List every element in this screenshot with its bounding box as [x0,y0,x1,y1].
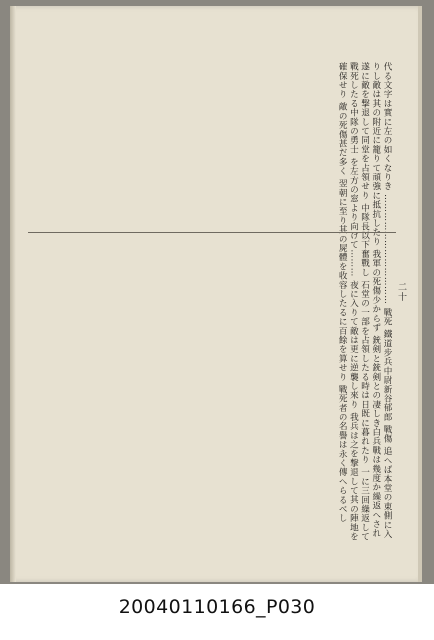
document-page [10,6,422,582]
page-number: 二十 [396,282,406,302]
image-caption: 20040110166_P030 [118,596,316,618]
page-right-edge [418,6,422,582]
column-divider-rule [28,232,396,233]
vertical-body-text: 代る文字は實に左の如くなりき ……………………………… 戰死 鐵道步兵中尉新谷郁郎 戰傷 追へば本堂の東側に入りし敵は其の附近に籠りて頑強に抵抗したり 我軍の死傷少からず 銃剣と銃剣との凄しき白兵戰は幾度か繰返へされ 遂に敵を撃退して同堂を占領せり 中隊長以下奮戰し 石堂の一部を占領したる時は日既に暮れたり 一に三回繰返して戰死したる中隊の勇士 を左方の窓より向けて……… 夜に入りて敵は更に逆襲し來り 我兵は之を撃退して其の陣地を確保せり 敵の死傷甚だ多く 翌朝に至り其の屍體を收容したるに百餘を算せり 戰死者の名譽は永く傳へらるべし [337,62,392,542]
